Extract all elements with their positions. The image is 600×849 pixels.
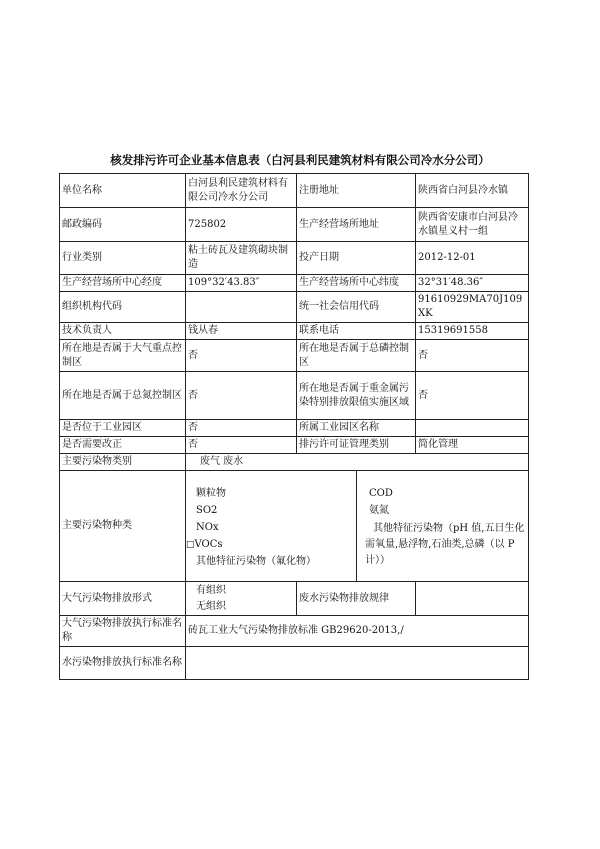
table-row [60, 292, 529, 323]
air-pollutant-list [186, 471, 357, 581]
label-nitrogen-zone: 所在地是否属于总氮控制区 [60, 372, 186, 420]
label-longitude: 生产经营场所中心经度 [60, 275, 186, 292]
value-water-standard [186, 647, 529, 680]
value-air-key-zone: 否 [186, 340, 297, 372]
value-phone: 15319691558 [416, 323, 529, 340]
table-row [60, 208, 529, 242]
table-row [60, 471, 529, 582]
label-pollutant-kind: 主要污染物种类 [60, 471, 186, 582]
value-start-date: 2012-12-01 [416, 242, 529, 275]
table-row [60, 340, 529, 372]
water-pollutant-list [357, 471, 529, 581]
value-postal: 725802 [186, 208, 297, 242]
value-heavy-metal-zone: 否 [416, 372, 529, 420]
label-heavy-metal-zone: 所在地是否属于重金属污染特别排放限值实施区域 [297, 372, 416, 420]
value-tech-lead: 钱从春 [186, 323, 297, 340]
table-row [60, 174, 529, 208]
air-pollutant: SO2 [196, 504, 218, 516]
value-water-emission-pattern [416, 582, 529, 616]
table-row [60, 616, 529, 647]
value-industry: 粘土砖瓦及建筑砌块制造 [186, 242, 297, 275]
value-longitude: 109°32′43.83″ [186, 275, 297, 292]
water-pollutant: 氨氮 [369, 504, 389, 516]
label-water-standard: 水污染物排放执行标准名称 [60, 647, 186, 680]
table-row [60, 454, 529, 471]
info-table [59, 173, 529, 680]
label-air-key-zone: 所在地是否属于大气重点控制区 [60, 340, 186, 372]
label-phosphorus-zone: 所在地是否属于总磷控制区 [297, 340, 416, 372]
label-air-standard: 大气污染物排放执行标准名称 [60, 616, 186, 647]
label-credit-code: 统一社会信用代码 [297, 292, 416, 323]
table-row [60, 437, 529, 454]
label-permit-category: 排污许可证管理类别 [297, 437, 416, 454]
label-rectify: 是否需要改正 [60, 437, 186, 454]
label-reg-address: 注册地址 [297, 174, 416, 208]
label-org-code: 组织机构代码 [60, 292, 186, 323]
emission-form: 无组织 [196, 600, 226, 612]
label-postal: 邮政编码 [60, 208, 186, 242]
table-row [60, 242, 529, 275]
label-start-date: 投产日期 [297, 242, 416, 275]
label-air-emission: 大气污染物排放形式 [60, 582, 186, 616]
value-air-emission [186, 582, 297, 616]
air-pollutant: NOx [196, 521, 219, 533]
checkbox-icon: □ [186, 539, 195, 550]
air-pollutant: 颗粒物 [196, 487, 226, 499]
value-pollutant-type: 废气 废水 [186, 454, 529, 471]
value-nitrogen-zone: 否 [186, 372, 297, 420]
air-pollutant: 其他特征污染物（氟化物） [196, 555, 316, 567]
value-unit-name: 白河县利民建筑材料有限公司冷水分公司 [186, 174, 297, 208]
value-site-address: 陕西省安康市白河县冷水镇星义村一组 [416, 208, 529, 242]
air-pollutant: VOCs [194, 538, 223, 550]
label-phone: 联系电话 [297, 323, 416, 340]
water-pollutant: 其他特征污染物（pH 值,五日生化需氧量,悬浮物,石油类,总磷（以 P 计）） [365, 522, 525, 566]
value-air-standard: 砖瓦工业大气污染物排放标准 GB29620-2013,/ [186, 616, 529, 647]
label-water-emission-pattern: 废水污染物排放规律 [297, 582, 416, 616]
value-org-code [186, 292, 297, 323]
page-title: 核发排污许可企业基本信息表（白河县利民建筑材料有限公司冷水分公司） [110, 153, 490, 167]
emission-form: 有组织 [196, 584, 226, 596]
value-industrial-park: 否 [186, 420, 297, 437]
table-row [60, 372, 529, 420]
value-reg-address: 陕西省白河县冷水镇 [416, 174, 529, 208]
table-row [60, 323, 529, 340]
table-row [60, 420, 529, 437]
water-pollutant: COD [369, 487, 393, 499]
label-industry: 行业类别 [60, 242, 186, 275]
label-unit-name: 单位名称 [60, 174, 186, 208]
table-row [60, 582, 529, 616]
value-permit-category: 简化管理 [416, 437, 529, 454]
label-tech-lead: 技术负责人 [60, 323, 186, 340]
label-industrial-park: 是否位于工业园区 [60, 420, 186, 437]
value-latitude: 32°31′48.36″ [416, 275, 529, 292]
value-credit-code: 91610929MA70J109XK [416, 292, 529, 323]
label-park-name: 所属工业园区名称 [297, 420, 416, 437]
pollutant-kind-cell [186, 471, 529, 582]
value-rectify: 否 [186, 437, 297, 454]
value-phosphorus-zone: 否 [416, 340, 529, 372]
label-latitude: 生产经营场所中心纬度 [297, 275, 416, 292]
table-row [60, 647, 529, 680]
value-park-name [416, 420, 529, 437]
table-row [60, 275, 529, 292]
label-site-address: 生产经营场所地址 [297, 208, 416, 242]
label-pollutant-type: 主要污染物类别 [60, 454, 186, 471]
